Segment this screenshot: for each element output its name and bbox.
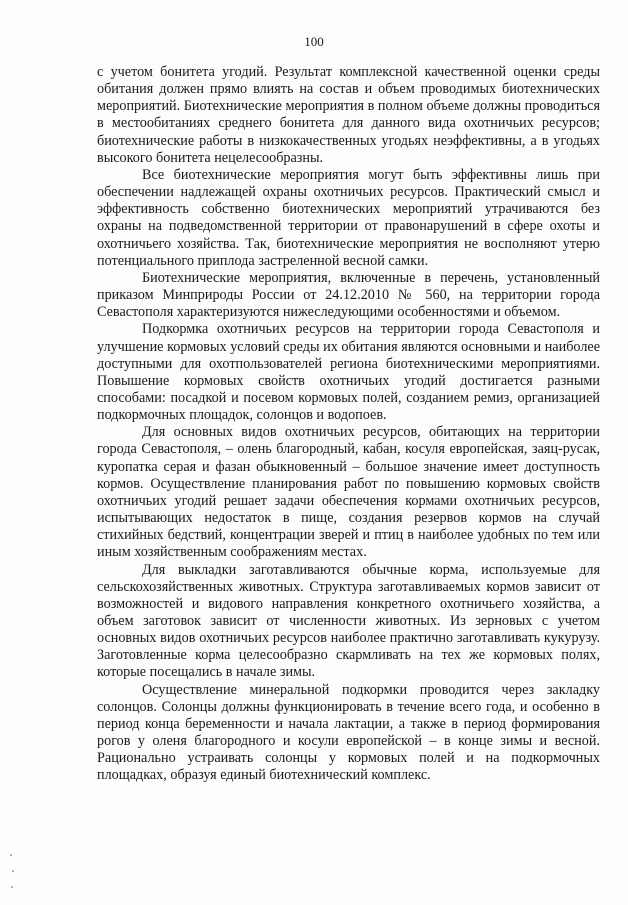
paragraph-habitat-assessment: с учетом бонитета угодий. Результат комплексной качественной оценки среды обитания должен прямо влиять на состав и объем проводимых биотехнических мероприятий. Биотехнические мероприятия в полном объеме должны проводиться в местообитаниях среднего бонитета для данного вида охотничьих ресурсов; биотехнические работы в низкокачественных угодьях неэффективны, а в угодьях высокого бонитета нецелесообразны. — [97, 64, 600, 166]
paragraph-mineral-feeding: Осуществление минеральной подкормки проводится через закладку солонцов. Солонцы должны функционировать в течение всего года, и особенно в период конца беременности и начала лактации, а также в период формирования рогов у оленя благородного и косули европейской – в конце зимы и весной. Рационально устраивать солонцы у кормовых полей и на подкормочных площадках, образуя единый биотехнический комплекс. — [97, 681, 600, 784]
paragraph-main-species: Для основных видов охотничьих ресурсов, обитающих на территории города Севастополя, – олень благородный, кабан, косуля европейская, заяц-русак, куропатка серая и фазан обыкновенный – большое значение имеет доступность кормов. Осуществление планирования работ по повышению кормовых свойств охотничьих угодий решает задачи обеспечения кормами охотничьих ресурсов, испытывающих недостаток в пище, создания резервов кормов на случай стихийных бедствий, концентрации зверей и птиц в наиболее удобных по тем или иным хозяйственным соображениям местах. — [97, 424, 600, 561]
scan-speck — [11, 886, 13, 888]
document-body — [97, 64, 600, 785]
page-number: 100 — [304, 34, 324, 49]
paragraph-feed-stocking: Для выкладки заготавливаются обычные корма, используемые для сельскохозяйственных животных. Структура заготавливаемых кормов зависит от возможностей и видового направления конкретного охотничьего хозяйства, а объем заготовок зависит от численности животных. Из зерновых с учетом основных видов охотничьих ресурсов наиболее практично заготавливать кукурузу. Заготовленные корма целесообразно скармливать на тех же кормовых полях, которые посещались в начале зимы. — [97, 561, 600, 681]
paragraph-feeding: Подкормка охотничьих ресурсов на территории города Севастополя и улучшение кормовых условий среды их обитания являются основными и наиболее доступными для охотпользователей региона биотехническими мероприятиями. Повышение кормовых свойств охотничьих угодий достигается разными способами: посадкой и посевом кормовых полей, созданием ремиз, организацией подкормочных площадок, солонцов и водопоев. — [97, 321, 600, 424]
paragraph-order-reference: Биотехнические мероприятия, включенные в перечень, установленный приказом Минприроды России от 24.12.2010 № 560, на территории города Севастополя характеризуются нижеследующими особенностями и объемом. — [97, 269, 600, 321]
scan-speck — [10, 854, 12, 856]
paragraph-protection: Все биотехнические мероприятия могут быть эффективны лишь при обеспечении надлежащей охраны охотничьих ресурсов. Практический смысл и эффективность собственно биотехнических мероприятий утрачиваются без охраны на подведомственной территории от правонарушений в сфере охоты и охотничьего хозяйства. Так, биотехнические мероприятия не восполняют утерю потенциального приплода застреленной весной самки. — [97, 166, 600, 269]
scan-speck — [12, 870, 14, 872]
